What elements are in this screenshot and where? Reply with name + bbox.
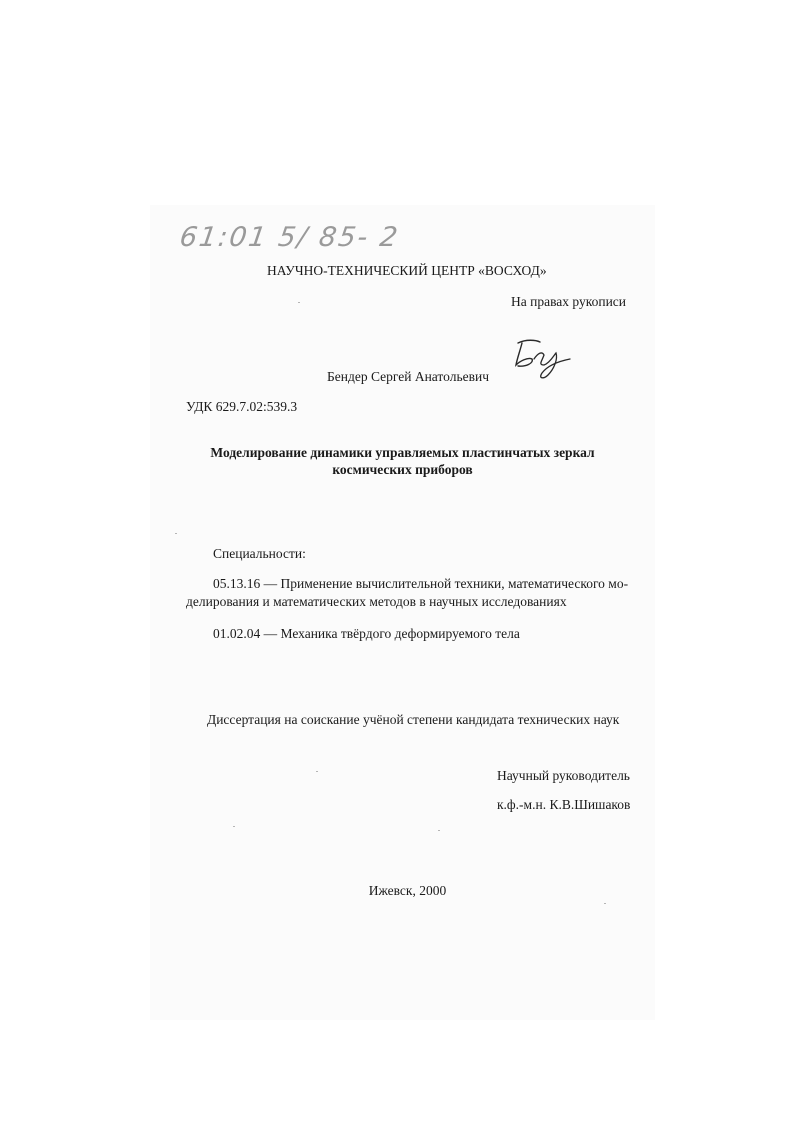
- scan-speck: [175, 533, 177, 534]
- signature-icon: [508, 335, 578, 383]
- supervisor-name: к.ф.-м.н. К.В.Шишаков: [497, 797, 631, 812]
- manuscript-note: На правах рукописи: [511, 294, 627, 309]
- dissertation-title-line-1: Моделирование динамики управляемых пластинчатых зеркал: [210, 445, 595, 460]
- scan-speck: [316, 771, 318, 772]
- udk-code: УДК 629.7.02:539.3: [186, 399, 298, 414]
- degree-statement: Диссертация на соискание учёной степени кандидата технических наук: [207, 712, 620, 727]
- specialty-1-line-1: 05.13.16 — Применение вычислительной техники, математического мо-: [213, 576, 629, 591]
- specialties-heading: Специальности:: [213, 546, 306, 561]
- place-and-year: Ижевск, 2000: [368, 883, 447, 898]
- archive-mark: 61:01 5/ 85- 2: [177, 222, 402, 253]
- supervisor-label: Научный руководитель: [497, 768, 630, 783]
- author-name: Бендер Сергей Анатольевич: [327, 369, 489, 384]
- dissertation-title-line-2: космических приборов: [332, 462, 473, 477]
- scan-speck: [233, 826, 235, 827]
- scan-speck: [438, 830, 440, 831]
- specialty-1-line-2: делирования и математических методов в научных исследованиях: [186, 594, 567, 609]
- scan-speck: [298, 302, 300, 303]
- scan-speck: [604, 903, 606, 904]
- organization-name: НАУЧНО-ТЕХНИЧЕСКИЙ ЦЕНТР «ВОСХОД»: [267, 263, 547, 278]
- specialty-2: 01.02.04 — Механика твёрдого деформируемого тела: [213, 626, 520, 641]
